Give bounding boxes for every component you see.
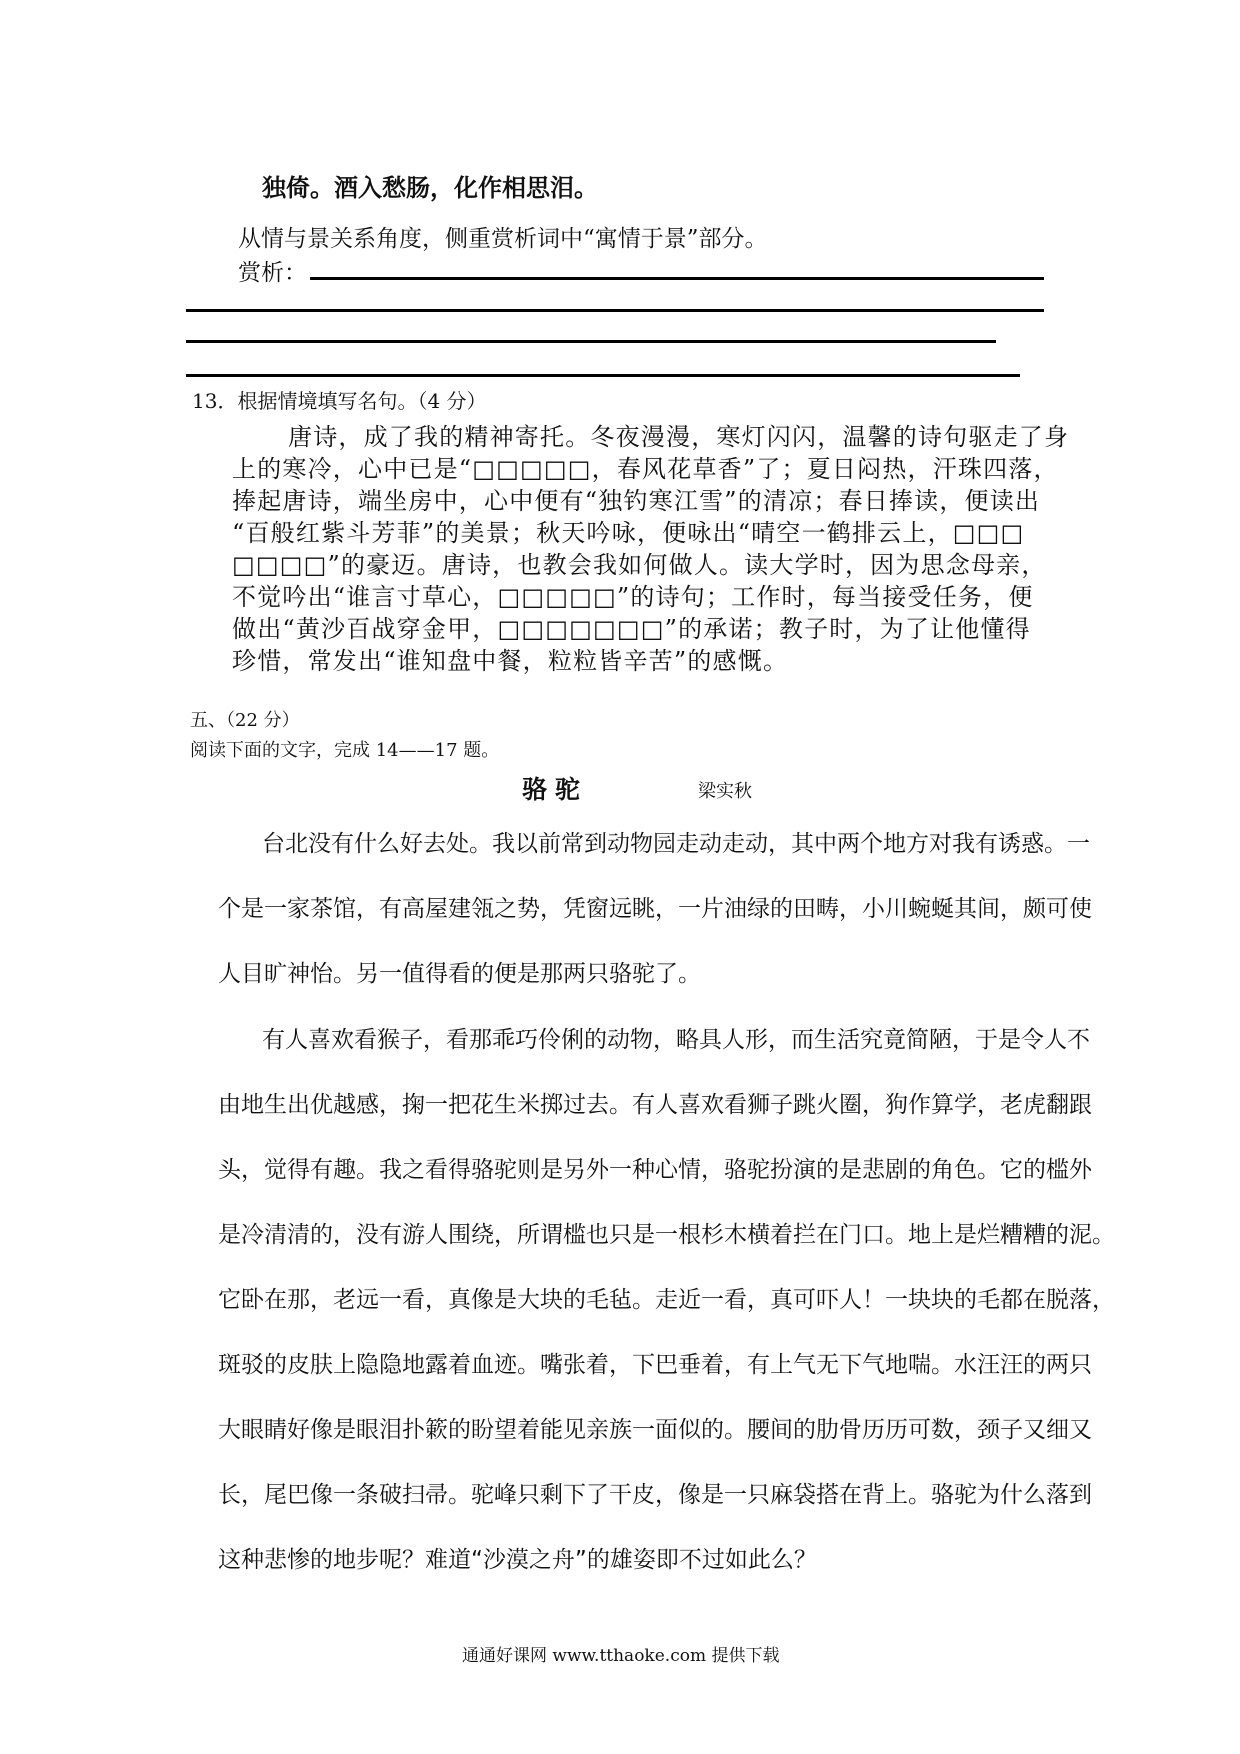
answer-line-1[interactable] [310, 277, 1044, 280]
article-line: 大眼睛好像是眼泪扑簌的盼望着能见亲族一面似的。腰间的肋骨历历可数，颈子又细又 [218, 1417, 1092, 1443]
answer-line-4[interactable] [186, 374, 1020, 377]
article-line: 头，觉得有趣。我之看得骆驼则是另外一种心情，骆驼扮演的是悲剧的角色。它的槛外 [218, 1157, 1092, 1183]
q13-line: 上的寒冷，心中已是“□□□□□，春风花草香”了；夏日闷热，汗珠四落， [232, 455, 1059, 483]
article-line: 长，尾巴像一条破扫帚。驼峰只剩下了干皮，像是一只麻袋搭在背上。骆驼为什么落到 [218, 1482, 1092, 1508]
article-line: 这种悲惨的地步呢？难道“沙漠之舟”的雄姿即不过如此么？ [218, 1547, 817, 1573]
article-line: 有人喜欢看猴子，看那乖巧伶俐的动物，略具人形，而生活究竟简陋，于是令人不 [262, 1027, 1090, 1053]
answer-line-2[interactable] [186, 309, 1044, 312]
article-line: 它卧在那，老远一看，真像是大块的毛毡。走近一看，真可吓人！一块块的毛都在脱落， [218, 1287, 1115, 1313]
article-line: 个是一家茶馆，有高屋建瓴之势，凭窗远眺，一片油绿的田畴，小川蜿蜒其间，颇可使 [218, 896, 1092, 922]
article-line: 斑驳的皮肤上隐隐地露着血迹。嘴张着，下巴垂着，有上气无下气地喘。水汪汪的两只 [218, 1352, 1092, 1378]
section5-heading: 五、（22 分） [190, 710, 300, 731]
poem-tail-line: 独倚。酒入愁肠，化作相思泪。 [262, 174, 598, 202]
q13-heading: 13．根据情境填写名句。（4 分） [192, 389, 487, 413]
article-line: 由地生出优越感，掬一把花生米掷过去。有人喜欢看狮子跳火圈，狗作算学，老虎翻跟 [218, 1092, 1092, 1118]
article-line: 是冷清清的，没有游人围绕，所谓槛也只是一根杉木横着拦在门口。地上是烂糟糟的泥。 [218, 1222, 1115, 1248]
article-title: 骆驼 [522, 775, 589, 804]
q13-line: 做出“黄沙百战穿金甲，□□□□□□□”的承诺；教子时，为了让他懂得 [232, 615, 1031, 643]
section5-instruction: 阅读下面的文字，完成 14——17 题。 [190, 740, 500, 761]
footer-download-credit: 通通好课网 www.tthaoke.com 提供下载 [462, 1646, 780, 1666]
q13-line: 唐诗，成了我的精神寄托。冬夜漫漫，寒灯闪闪，温馨的诗句驱走了身 [288, 423, 1070, 451]
q12-answer-label: 赏析： [238, 260, 307, 286]
q13-line: 不觉吟出“谁言寸草心，□□□□□”的诗句；工作时，每当接受任务，便 [232, 583, 1034, 611]
article-line: 人目旷神怡。另一值得看的便是那两只骆驼了。 [218, 961, 701, 987]
q13-line: “百般红紫斗芳菲”的美景；秋天吟咏，便咏出“晴空一鹤排云上，□□□ [232, 519, 1025, 547]
q12-instruction: 从情与景关系角度，侧重赏析词中“寓情于景”部分。 [238, 226, 768, 252]
article-line: 台北没有什么好去处。我以前常到动物园走动走动，其中两个地方对我有诱惑。一 [262, 831, 1090, 857]
q13-line: 珍惜，常发出“谁知盘中餐，粒粒皆辛苦”的感慨。 [232, 647, 789, 675]
answer-line-3[interactable] [186, 340, 996, 343]
article-author: 梁实秋 [698, 781, 752, 802]
q13-line: □□□□”的豪迈。唐诗，也教会我如何做人。读大学时，因为思念母亲， [232, 551, 1047, 579]
q13-line: 捧起唐诗，端坐房中，心中便有“独钓寒江雪”的清凉；春日捧读，便读出 [232, 487, 1041, 515]
